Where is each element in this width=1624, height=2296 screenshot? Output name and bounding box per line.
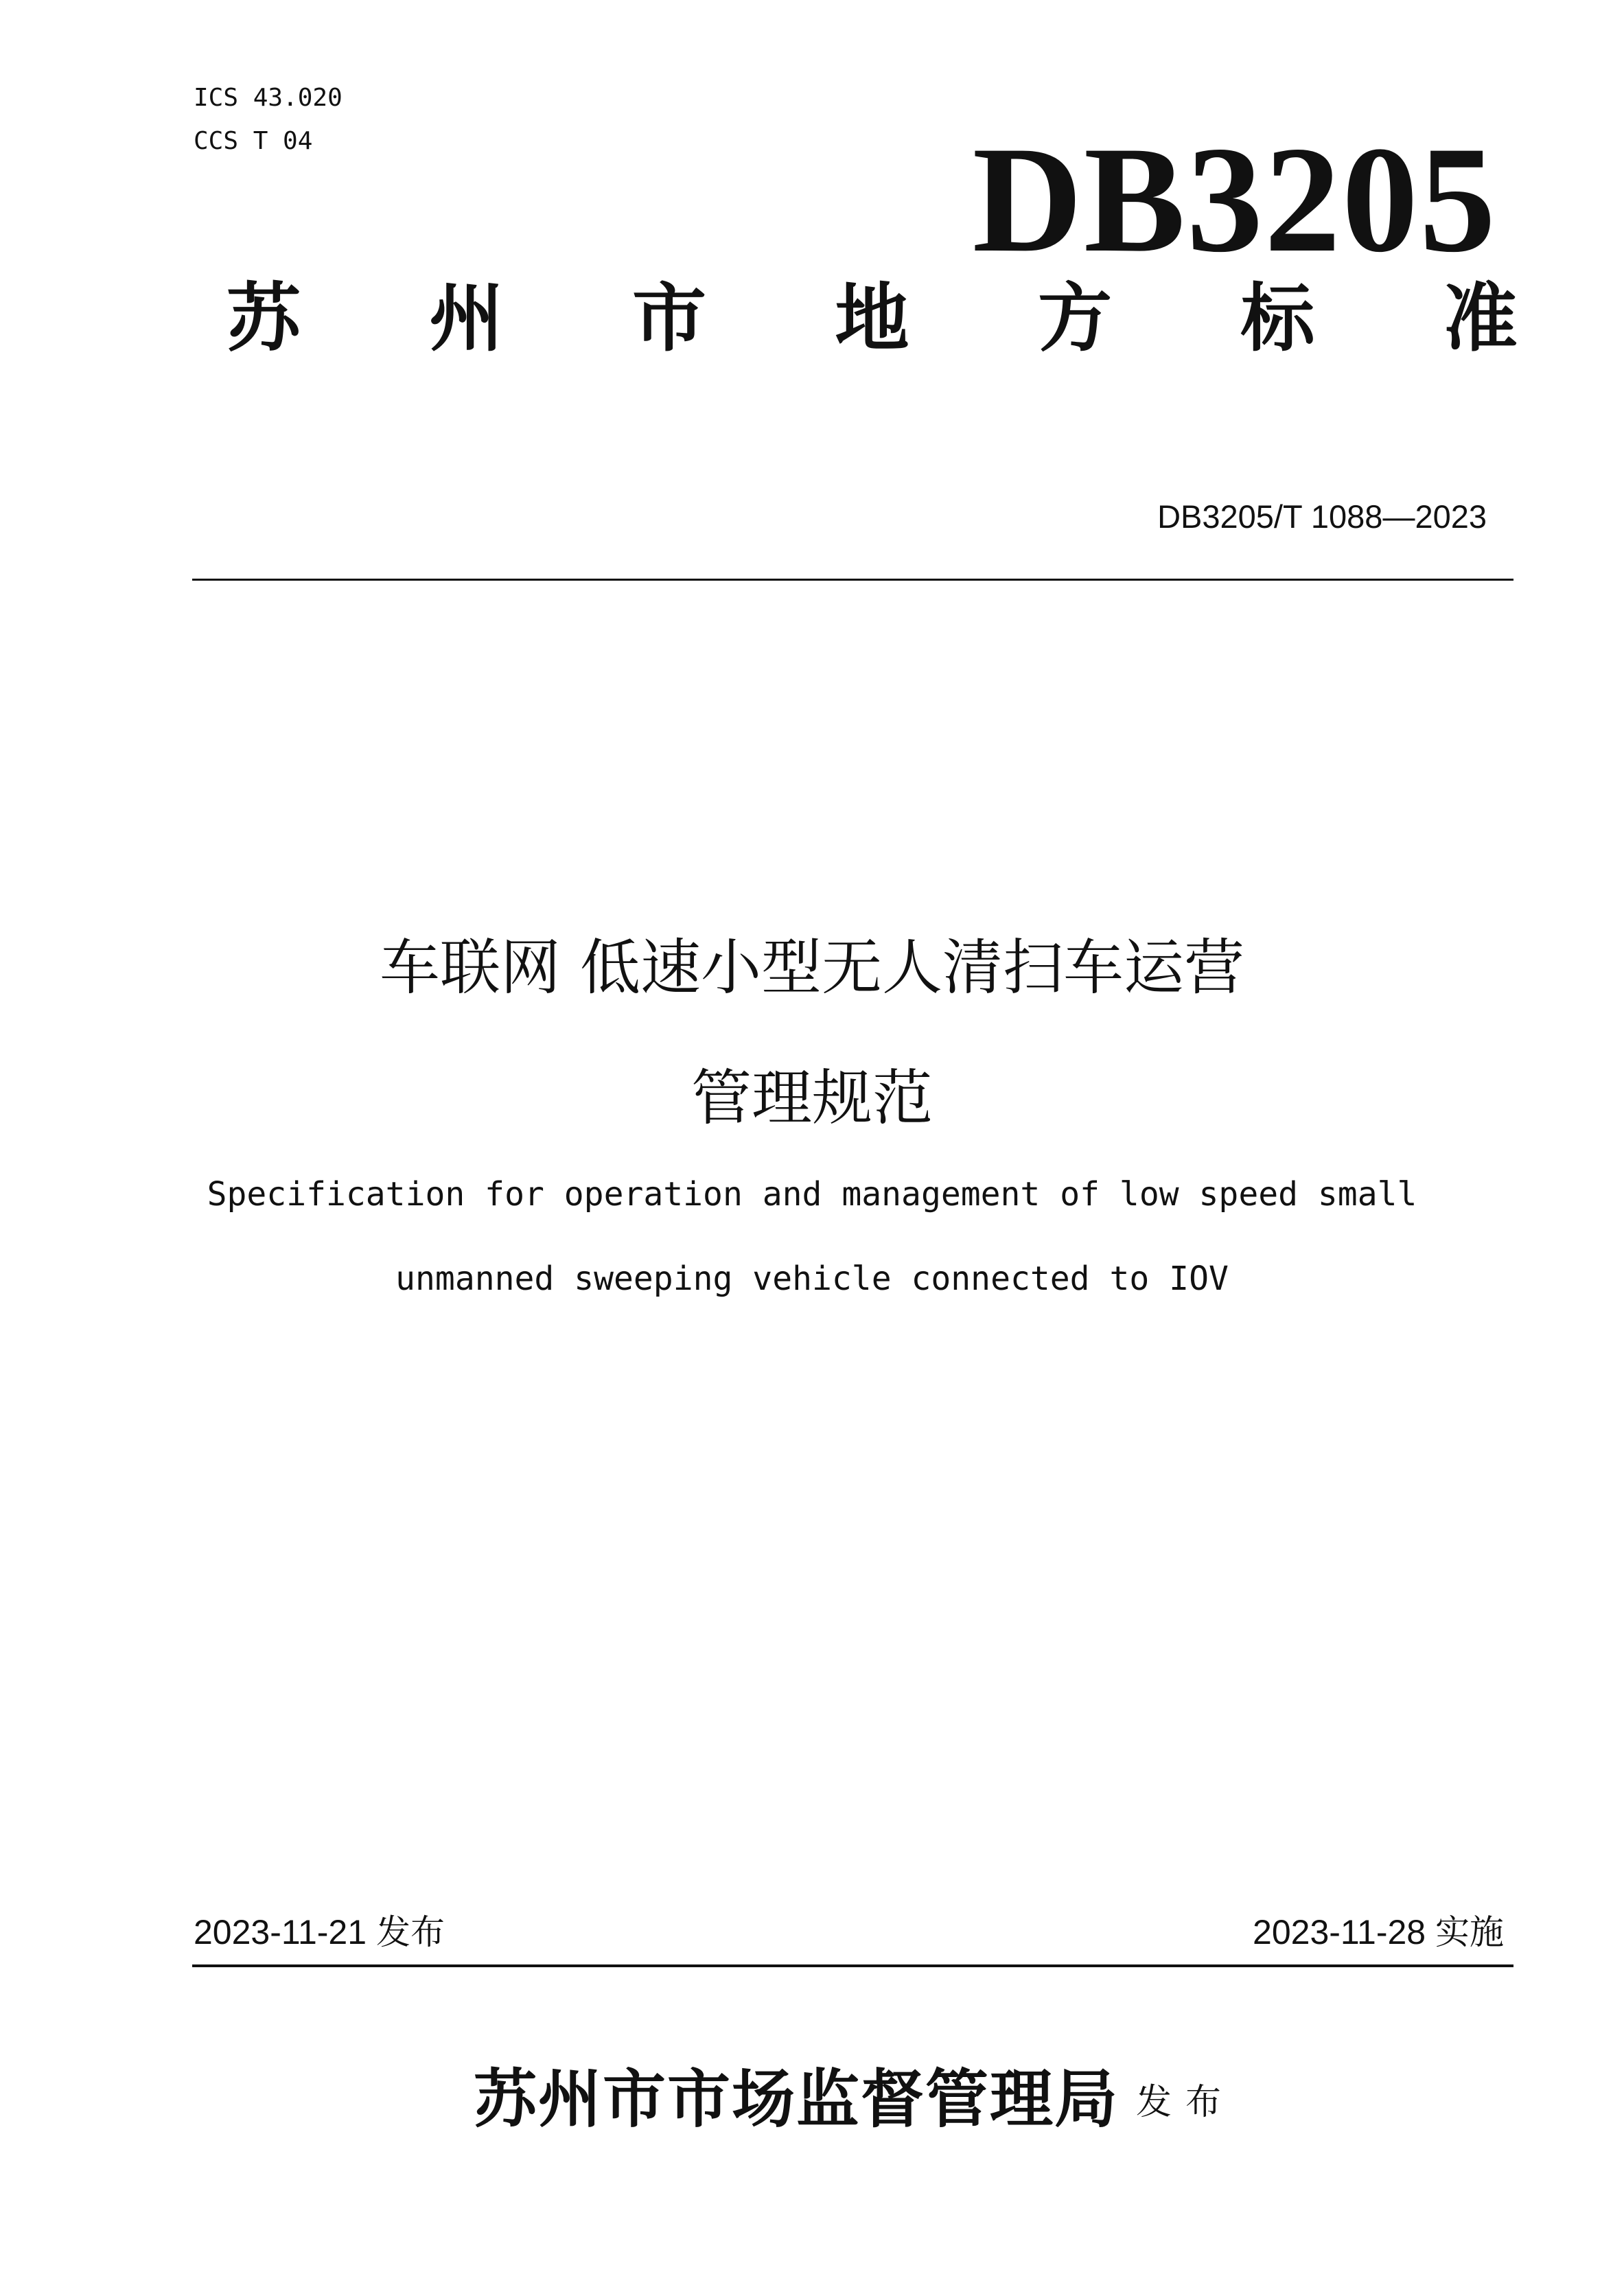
db-logo: DB3205 [972, 115, 1497, 284]
title-cn-line1: 车联网 低速小型无人清扫车运营 [380, 932, 1244, 1003]
issuing-authority: 苏州市市场监督管理局 [474, 2062, 1120, 2136]
bottom-divider [192, 1964, 1513, 1967]
standard-type-char: 方 [1037, 275, 1112, 362]
title-cn-line2: 管理规范 [691, 1063, 933, 1133]
ccs-code: CCS T 04 [194, 127, 313, 155]
publish-date: 2023-11-21 发布 [194, 1913, 445, 1951]
ics-code: ICS 43.020 [194, 84, 343, 112]
standard-type-char: 地 [835, 275, 909, 362]
standard-type-char: 州 [429, 275, 504, 362]
standard-type [227, 275, 1518, 362]
implement-date: 2023-11-28 实施 [1253, 1913, 1504, 1951]
standard-type-char: 准 [1443, 275, 1518, 362]
top-divider [192, 579, 1513, 581]
standard-type-char: 苏 [227, 275, 301, 362]
title-en-line2: unmanned sweeping vehicle connected to IOV [395, 1260, 1229, 1298]
title-en-line1: Specification for operation and management of low speed small [207, 1175, 1417, 1214]
standard-type-char: 市 [631, 275, 706, 362]
standard-type-char: 标 [1240, 275, 1315, 362]
issue-label: 发布 [1136, 2082, 1236, 2123]
standard-number: DB3205/T 1088—2023 [1157, 498, 1487, 535]
